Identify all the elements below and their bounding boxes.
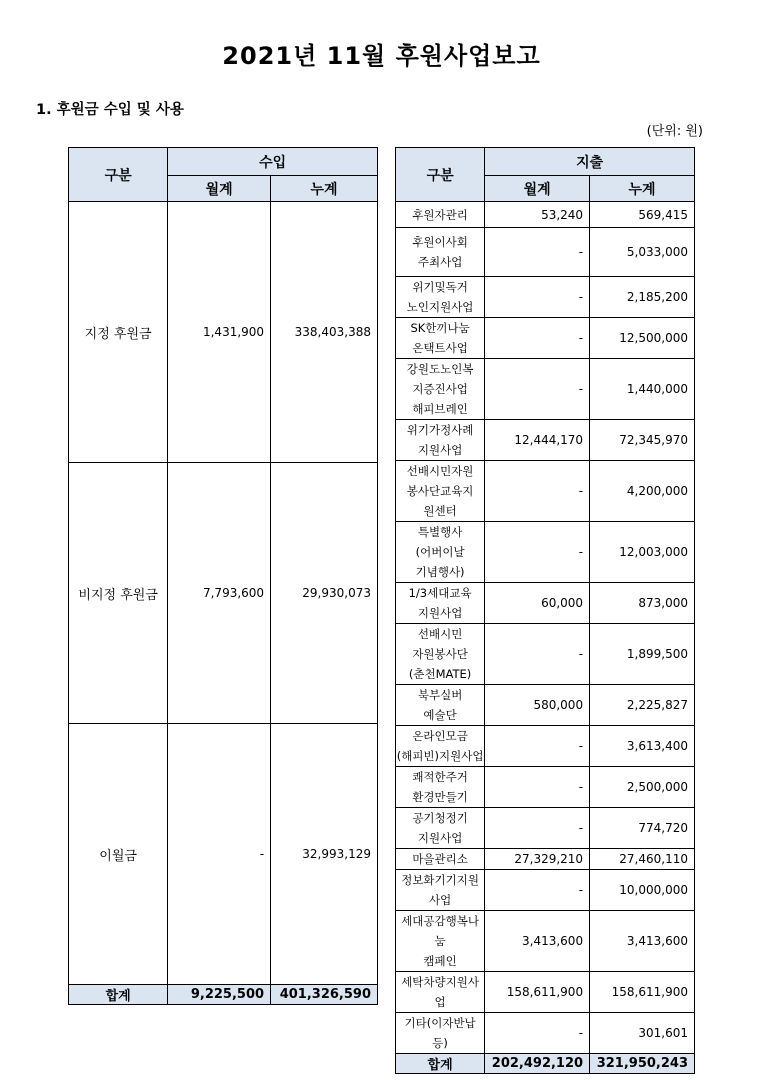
row-label: 지정 후원금	[69, 202, 168, 463]
expense-monthly-header: 월계	[485, 176, 590, 202]
row-label: 공기청정기 지원사업	[396, 808, 485, 849]
expense-category-header: 구분	[396, 148, 485, 202]
monthly-value: -	[485, 870, 590, 911]
table-row	[69, 463, 378, 724]
row-label: 기타(이자반납 등)	[396, 1013, 485, 1054]
cumulative-value: 72,345,970	[590, 420, 695, 461]
total-monthly: 9,225,500	[168, 985, 271, 1005]
row-label: 강원도노인복 지증진사업 해피브레인	[396, 359, 485, 420]
monthly-value: 27,329,210	[485, 849, 590, 870]
table-row	[396, 420, 695, 461]
row-label: 쾌적한주거 환경만들기	[396, 767, 485, 808]
cumulative-value: 158,611,900	[590, 972, 695, 1013]
row-label: 비지정 후원금	[69, 463, 168, 724]
row-label: 위기및독거 노인지원사업	[396, 277, 485, 318]
monthly-value: 1,431,900	[168, 202, 271, 463]
total-monthly: 202,492,120	[485, 1054, 590, 1074]
monthly-value: 60,000	[485, 583, 590, 624]
monthly-value: 7,793,600	[168, 463, 271, 724]
monthly-value: 3,413,600	[485, 911, 590, 972]
table-row	[396, 685, 695, 726]
row-label: 후원자관리	[396, 202, 485, 228]
income-monthly-header: 월계	[168, 176, 271, 202]
row-label: 선배시민자원 봉사단교육지 원센터	[396, 461, 485, 522]
table-row	[396, 808, 695, 849]
table-row	[396, 849, 695, 870]
row-label: 위기가정사례 지원사업	[396, 420, 485, 461]
table-row	[396, 767, 695, 808]
monthly-value: -	[485, 359, 590, 420]
table-row	[396, 228, 695, 277]
cumulative-value: 301,601	[590, 1013, 695, 1054]
monthly-value: -	[485, 1013, 590, 1054]
total-row	[396, 1054, 695, 1074]
table-row	[69, 202, 378, 463]
table-row	[396, 583, 695, 624]
unit-note: (단위: 원)	[646, 124, 703, 139]
expense-table	[395, 147, 695, 1074]
cumulative-value: 5,033,000	[590, 228, 695, 277]
expense-cumulative-header: 누계	[590, 176, 695, 202]
page-title: 2021년 11월 후원사업보고	[222, 42, 541, 70]
row-label: 이월금	[69, 724, 168, 985]
table-row	[396, 202, 695, 228]
table-row	[396, 726, 695, 767]
total-cumulative: 401,326,590	[271, 985, 378, 1005]
total-cumulative: 321,950,243	[590, 1054, 695, 1074]
total-label: 합계	[396, 1054, 485, 1074]
monthly-value: -	[485, 461, 590, 522]
cumulative-value: 569,415	[590, 202, 695, 228]
row-label: 세탁차량지원사업	[396, 972, 485, 1013]
income-category-header: 구분	[69, 148, 168, 202]
row-label: 특별행사 (어버이날 기념행사)	[396, 522, 485, 583]
monthly-value: 158,611,900	[485, 972, 590, 1013]
table-row	[69, 724, 378, 985]
expense-group-header: 지출	[485, 148, 695, 176]
row-label: 세대공감행복나눔 캠페인	[396, 911, 485, 972]
table-row	[396, 972, 695, 1013]
cumulative-value: 12,003,000	[590, 522, 695, 583]
row-label: 북부실버 예술단	[396, 685, 485, 726]
row-label: SK한끼나눔 온택트사업	[396, 318, 485, 359]
row-label: 온라인모금 (해피빈)지원사업	[396, 726, 485, 767]
table-row	[396, 911, 695, 972]
monthly-value: -	[485, 624, 590, 685]
table-row	[396, 870, 695, 911]
table-row	[396, 461, 695, 522]
table-row	[396, 522, 695, 583]
cumulative-value: 873,000	[590, 583, 695, 624]
table-row	[396, 624, 695, 685]
monthly-value: -	[485, 726, 590, 767]
cumulative-value: 12,500,000	[590, 318, 695, 359]
cumulative-value: 338,403,388	[271, 202, 378, 463]
cumulative-value: 27,460,110	[590, 849, 695, 870]
cumulative-value: 3,413,600	[590, 911, 695, 972]
cumulative-value: 2,500,000	[590, 767, 695, 808]
row-label: 선배시민 자원봉사단 (춘천MATE)	[396, 624, 485, 685]
cumulative-value: 10,000,000	[590, 870, 695, 911]
cumulative-value: 1,899,500	[590, 624, 695, 685]
monthly-value: -	[485, 522, 590, 583]
row-label: 마을관리소	[396, 849, 485, 870]
table-row	[396, 1013, 695, 1054]
section-heading: 1. 후원금 수입 및 사용	[36, 102, 184, 118]
cumulative-value: 29,930,073	[271, 463, 378, 724]
total-row	[69, 985, 378, 1005]
monthly-value: -	[485, 318, 590, 359]
table-row	[396, 277, 695, 318]
monthly-value: -	[485, 808, 590, 849]
cumulative-value: 2,185,200	[590, 277, 695, 318]
table-row	[396, 318, 695, 359]
row-label: 후원이사회 주최사업	[396, 228, 485, 277]
cumulative-value: 774,720	[590, 808, 695, 849]
table-row	[396, 359, 695, 420]
cumulative-value: 3,613,400	[590, 726, 695, 767]
monthly-value: -	[485, 228, 590, 277]
income-cumulative-header: 누계	[271, 176, 378, 202]
monthly-value: -	[485, 277, 590, 318]
cumulative-value: 2,225,827	[590, 685, 695, 726]
monthly-value: 580,000	[485, 685, 590, 726]
cumulative-value: 1,440,000	[590, 359, 695, 420]
income-table	[68, 147, 378, 1005]
income-group-header: 수입	[168, 148, 378, 176]
monthly-value: -	[168, 724, 271, 985]
row-label: 1/3세대교육 지원사업	[396, 583, 485, 624]
monthly-value: 53,240	[485, 202, 590, 228]
monthly-value: 12,444,170	[485, 420, 590, 461]
cumulative-value: 4,200,000	[590, 461, 695, 522]
total-label: 합계	[69, 985, 168, 1005]
row-label: 정보화기기지원사업	[396, 870, 485, 911]
cumulative-value: 32,993,129	[271, 724, 378, 985]
monthly-value: -	[485, 767, 590, 808]
